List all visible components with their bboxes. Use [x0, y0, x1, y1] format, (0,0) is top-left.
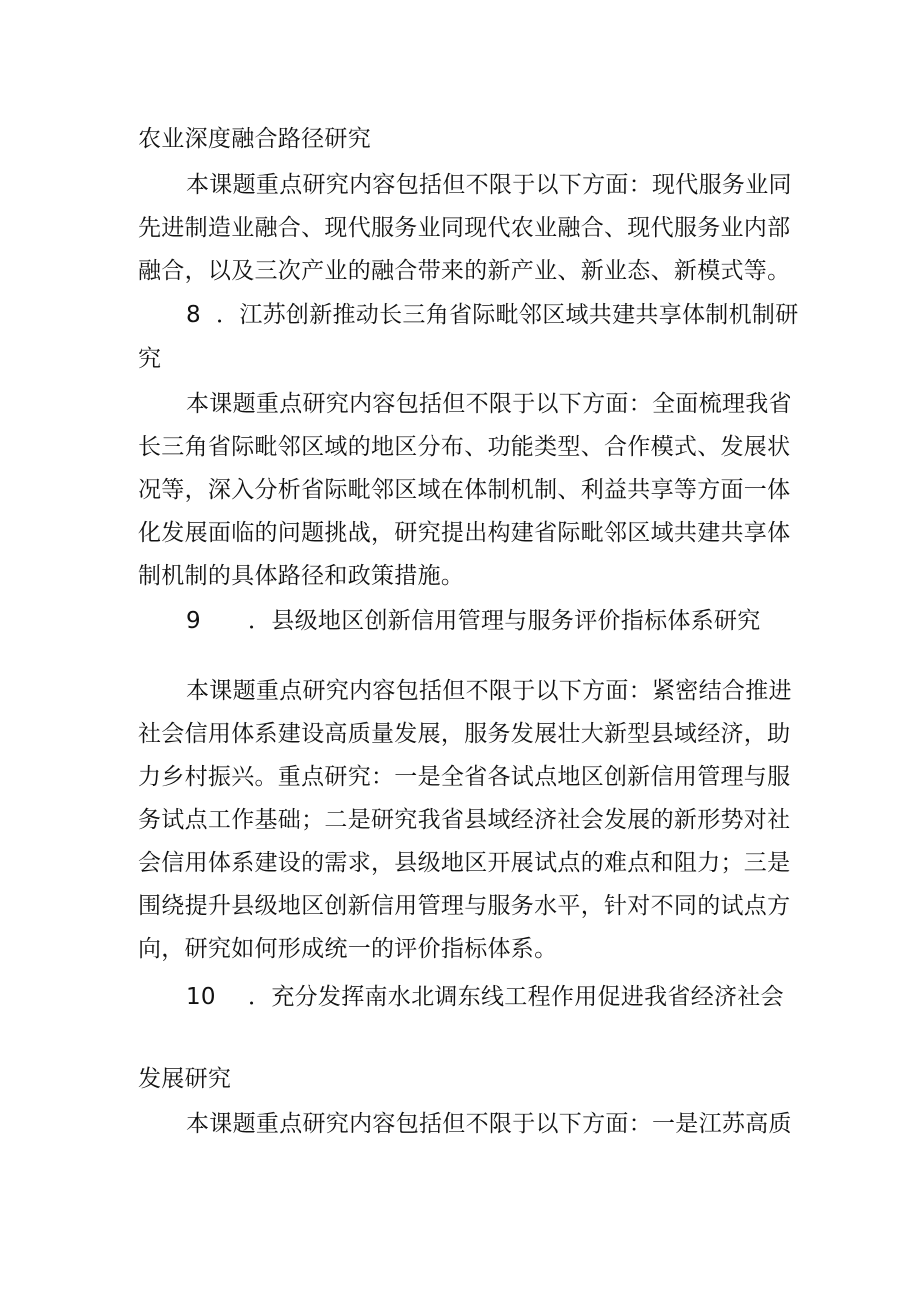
section-separator: ． [248, 608, 272, 634]
paragraph-start: 本课题重点研究内容包括但不限于以下方面：紧密结合推进 [186, 678, 792, 704]
section-separator: ． [216, 302, 240, 328]
section-number: 8 [186, 302, 201, 328]
text-line: 社会信用体系建设高质量发展，服务发展壮大新型县域经济，助 [138, 721, 791, 747]
section-title: 充分发挥南水北调东线工程作用促进我省经济社会 [271, 984, 784, 1010]
text-line: 制机制的具体路径和政策措施。 [138, 563, 465, 589]
text-line: 化发展面临的问题挑战，研究提出构建省际毗邻区域共建共享体 [138, 520, 791, 546]
text-line: 况等，深入分析省际毗邻区域在体制机制、利益共享等方面一体 [138, 477, 791, 503]
text-line: 农业深度融合路径研究 [138, 126, 371, 152]
section-number: 10 [186, 984, 216, 1010]
text-line: 先进制造业融合、现代服务业同现代农业融合、现代服务业内部 [138, 215, 791, 241]
text-line: 发展研究 [138, 1066, 232, 1092]
section-number: 9 [186, 608, 201, 634]
text-line: 围绕提升县级地区创新信用管理与服务水平，针对不同的试点方 [138, 893, 791, 919]
text-line: 究 [138, 346, 162, 372]
text-line: 力乡村振兴。重点研究：一是全省各试点地区创新信用管理与服 [138, 764, 791, 790]
section-title: 县级地区创新信用管理与服务评价指标体系研究 [271, 608, 761, 634]
paragraph-start: 本课题重点研究内容包括但不限于以下方面：一是江苏高质 [186, 1111, 792, 1137]
section-heading-10 [186, 982, 846, 1012]
section-heading-8 [186, 300, 846, 330]
paragraph-start: 本课题重点研究内容包括但不限于以下方面：现代服务业同 [186, 172, 792, 198]
text-line: 向，研究如何形成统一的评价指标体系。 [138, 936, 558, 962]
text-line: 融合，以及三次产业的融合带来的新产业、新业态、新模式等。 [138, 258, 791, 284]
text-line: 务试点工作基础；二是研究我省县域经济社会发展的新形势对社 [138, 807, 791, 833]
text-line: 长三角省际毗邻区域的地区分布、功能类型、合作模式、发展状 [138, 434, 791, 460]
section-heading-9 [186, 606, 846, 636]
section-separator: ． [248, 984, 272, 1010]
text-line: 会信用体系建设的需求，县级地区开展试点的难点和阻力；三是 [138, 850, 791, 876]
paragraph-start: 本课题重点研究内容包括但不限于以下方面：全面梳理我省 [186, 391, 792, 417]
section-title: 江苏创新推动长三角省际毗邻区域共建共享体制机制研 [239, 302, 799, 328]
